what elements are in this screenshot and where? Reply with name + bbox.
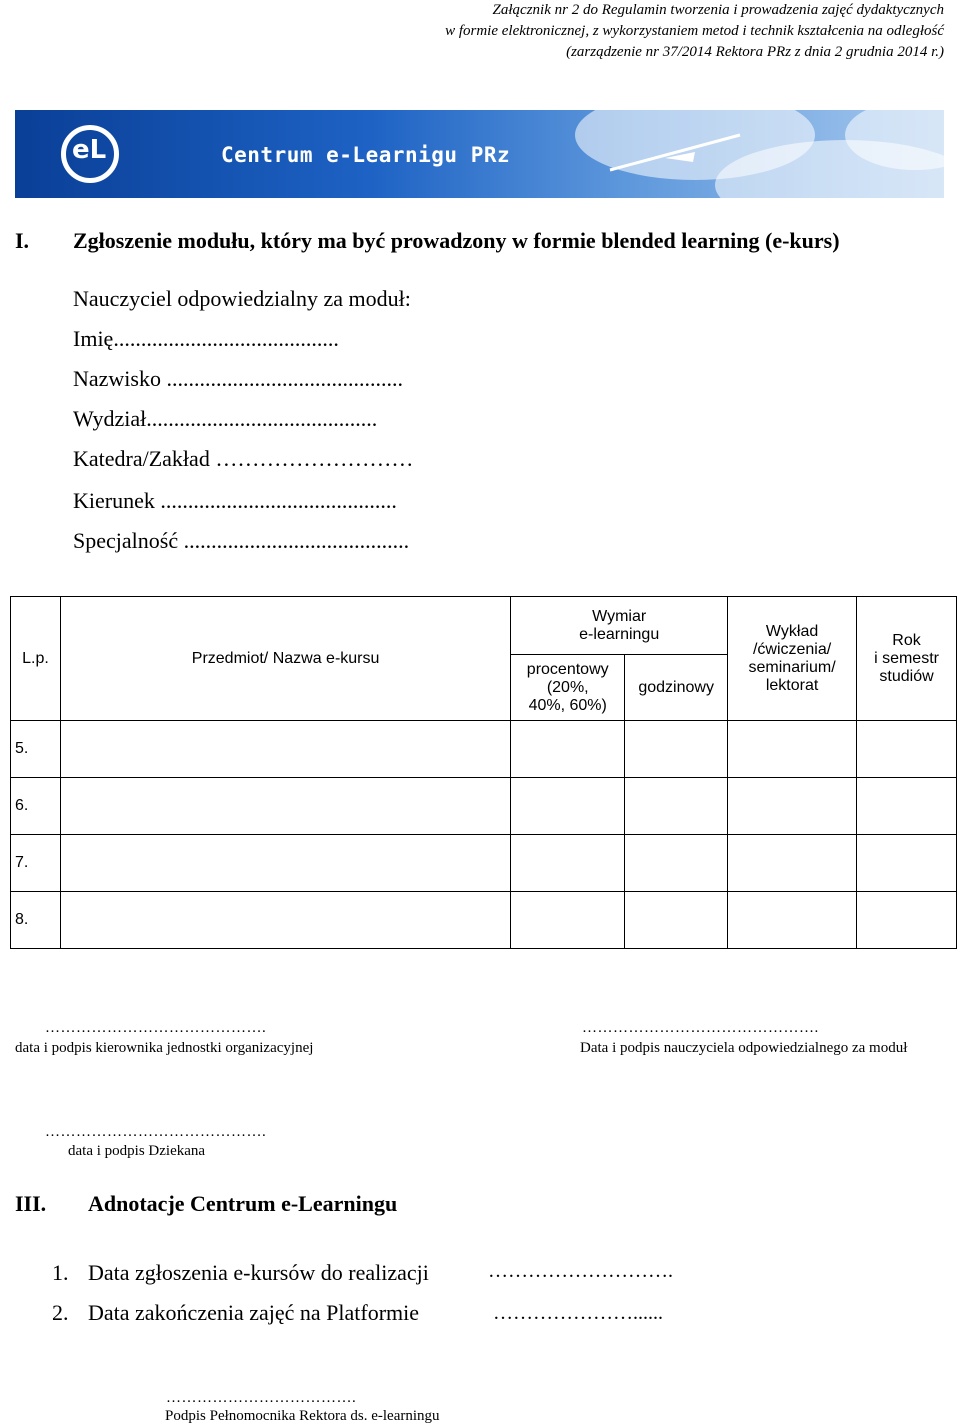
signature-caption-dean: data i podpis Dziekana (68, 1143, 206, 1159)
header-year (857, 597, 957, 721)
cell-percent[interactable] (511, 721, 625, 778)
cell-percent[interactable] (511, 778, 625, 835)
cell-form[interactable] (728, 778, 857, 835)
banner-title: Centrum e-Learnigu PRz (221, 143, 511, 167)
header-subject: Przedmiot/ Nazwa e-kursu (60, 597, 510, 721)
header-lp: L.p. (11, 597, 61, 721)
header-form (728, 597, 857, 721)
cell-year[interactable] (857, 778, 957, 835)
header-year-line2: i semestr (874, 649, 939, 667)
header-percent-line3: 40%, 60%) (528, 696, 607, 714)
cell-form[interactable] (728, 892, 857, 949)
header-percent-line2: (20%, (546, 678, 589, 696)
field-first-name[interactable]: Imię......................................... (73, 326, 339, 351)
header-scope (511, 597, 728, 655)
item2-date-field[interactable]: …………………...... (493, 1302, 663, 1324)
section3-title: Adnotacje Centrum e-Learningu (88, 1191, 398, 1216)
cell-hours[interactable] (625, 835, 728, 892)
cell-year[interactable] (857, 835, 957, 892)
item1-number: 1. (52, 1260, 69, 1285)
cell-subject[interactable] (60, 835, 510, 892)
signature-caption-teacher: Data i podpis nauczyciela odpowiedzialnego za moduł (580, 1040, 908, 1056)
attachment-note-line1: Załącznik nr 2 do Regulamin tworzenia i prowadzenia zajęć dydaktycznych (492, 2, 944, 18)
cell-form[interactable] (728, 721, 857, 778)
attachment-note-line2: w formie elektronicznej, z wykorzystaniem metod i technik kształcenia na odległość (445, 23, 944, 39)
section3-number: III. (15, 1191, 47, 1216)
attachment-note-line3: (zarządzenie nr 37/2014 Rektora PRz z dnia 2 grudnia 2014 r.) (566, 44, 944, 60)
logo-text: eL (72, 135, 107, 165)
cell-hours[interactable] (625, 721, 728, 778)
section-number: I. (15, 228, 30, 253)
table-row (11, 721, 957, 778)
header-percent-line1: procentowy (526, 660, 609, 678)
cell-subject[interactable] (60, 721, 510, 778)
header-year-line1: Rok (892, 631, 921, 649)
item2-number: 2. (52, 1300, 69, 1325)
field-last-name[interactable]: Nazwisko ........................................... (73, 366, 403, 391)
table-row (11, 892, 957, 949)
item1-label: Data zgłoszenia e-kursów do realizacji (88, 1260, 429, 1285)
cell-year[interactable] (857, 892, 957, 949)
glider-icon (605, 130, 745, 180)
cell-year[interactable] (857, 721, 957, 778)
field-major[interactable]: Kierunek ........................................... (73, 488, 397, 513)
course-table (10, 596, 957, 949)
signature-line-plenipotentiary[interactable]: ………………………………. (166, 1390, 357, 1406)
field-specialty[interactable]: Specjalność ......................................... (73, 528, 410, 553)
item1-date-field[interactable]: ………………………. (488, 1260, 673, 1282)
row-number: 6. (11, 778, 61, 835)
header-form-line3: seminarium/ (748, 658, 836, 676)
row-number: 7. (11, 835, 61, 892)
header-percent (511, 655, 625, 721)
header-scope-line1: Wymiar (592, 607, 647, 625)
table-row (11, 835, 957, 892)
elearning-banner (15, 110, 944, 198)
cell-subject[interactable] (60, 892, 510, 949)
cell-hours[interactable] (625, 778, 728, 835)
attachment-note (44, 0, 944, 63)
signature-line-dean[interactable]: ……………………………………. (45, 1124, 267, 1140)
row-number: 8. (11, 892, 61, 949)
signature-caption-plenipotentiary: Podpis Pełnomocnika Rektora ds. e-learningu (165, 1408, 440, 1424)
header-year-line3: studiów (879, 667, 934, 685)
table-row (11, 778, 957, 835)
cell-percent[interactable] (511, 892, 625, 949)
header-form-line4: lektorat (765, 676, 819, 694)
header-hours: godzinowy (625, 655, 728, 721)
row-number: 5. (11, 721, 61, 778)
cell-hours[interactable] (625, 892, 728, 949)
field-faculty[interactable]: Wydział.......................................... (73, 406, 378, 431)
item2-label: Data zakończenia zajęć na Platformie (88, 1300, 420, 1325)
signature-line-head[interactable]: ……………………………………. (45, 1020, 267, 1036)
cell-subject[interactable] (60, 778, 510, 835)
teacher-label: Nauczyciel odpowiedzialny za moduł: (73, 286, 411, 311)
header-form-line2: /ćwiczenia/ (752, 640, 832, 658)
cell-form[interactable] (728, 835, 857, 892)
signature-caption-head: data i podpis kierownika jednostki organizacyjnej (15, 1040, 314, 1056)
cell-percent[interactable] (511, 835, 625, 892)
signature-line-teacher[interactable]: ………………………………………. (582, 1020, 819, 1036)
header-scope-line2: e-learningu (579, 625, 660, 643)
section-title: Zgłoszenie modułu, który ma być prowadzony w formie blended learning (e-kurs) (73, 228, 840, 253)
header-form-line1: Wykład (765, 622, 819, 640)
field-department[interactable]: Katedra/Zakład ……………………… (73, 446, 414, 471)
